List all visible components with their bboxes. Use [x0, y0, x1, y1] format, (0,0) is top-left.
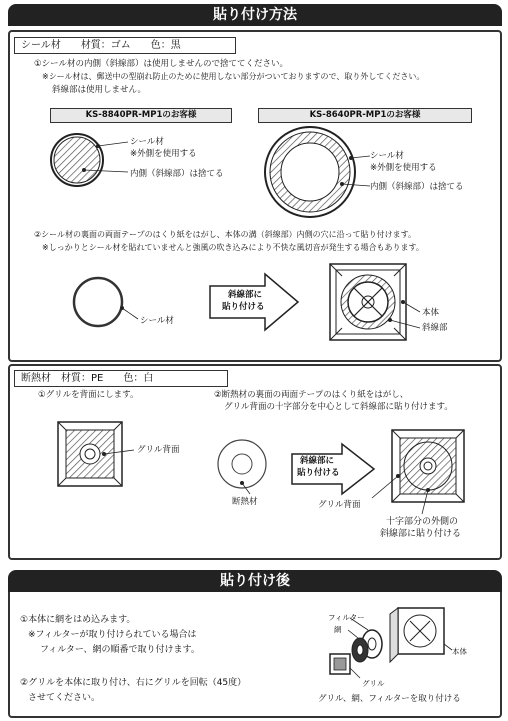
seal-note-3: 斜線部は使用しません。 — [52, 85, 147, 95]
insul-step1: ①グリルを背面にします。 — [38, 390, 139, 400]
arrow-2-line2: 貼り付ける — [297, 468, 340, 478]
title-banner-after-text: 貼り付け後 — [220, 573, 290, 589]
outer-use-label-right: ※外側を使用する — [370, 163, 437, 173]
title-banner-method — [8, 4, 502, 26]
ring-label: シール材 — [140, 316, 174, 326]
seal-ring-large-diagram — [262, 124, 482, 234]
inner-discard-label-left: 内側（斜線部）は捨てる — [130, 169, 224, 179]
arrow-1-line1: 斜線部に — [228, 290, 263, 300]
arrow-2-line1: 斜線部に — [300, 456, 335, 466]
seal-step2-line2: ※しっかりとシール材を貼れていませんと強風の吹き込みにより不快な風切音が発生する場合もあります。 — [42, 243, 424, 252]
after-line5: させてください。 — [28, 693, 101, 703]
assembly-caption: グリル、網、フィルターを取り付ける — [318, 694, 461, 704]
insulation-ring-diagram — [212, 436, 282, 496]
after-line4: ②グリルを本体に取り付け、右にグリルを回転（45度） — [20, 678, 247, 688]
seal-ring-diagram — [72, 276, 172, 336]
model-left-label: KS-8840PR-MP1のお客様 — [50, 108, 232, 123]
insulation-label: 断熱材 — [232, 497, 258, 507]
seal-label-left: シール材 — [130, 137, 164, 147]
insul-step2-line2: グリル背面の十字部分を中心として斜線部に貼り付けます。 — [224, 402, 453, 412]
cross-line2: 斜線部に貼り付ける — [380, 529, 462, 539]
model-right-label: KS-8640PR-MP1のお客様 — [258, 108, 472, 123]
body-label-after: 本体 — [452, 647, 467, 656]
hatch-label: 斜線部 — [422, 323, 448, 333]
body-label: 本体 — [422, 308, 440, 318]
seal-section-header: シール材 材質：ゴム 色：黒 — [14, 37, 236, 54]
after-line1: ①本体に網をはめ込みます。 — [20, 615, 136, 625]
grille-back-pointer — [360, 470, 440, 520]
grille-label: グリル — [362, 679, 385, 688]
title-banner-after — [8, 570, 502, 592]
seal-label-right: シール材 — [370, 151, 404, 161]
after-line3: フィルター、網の順番で取り付けます。 — [40, 645, 200, 655]
inner-discard-label-right: 内側（斜線部）は捨てる — [370, 182, 464, 192]
arrow-1-line2: 貼り付ける — [222, 302, 265, 312]
insulation-section-header: 断熱材 材質：PE 色：白 — [14, 370, 228, 387]
after-line2: ※フィルターが取り付けられている場合は — [28, 630, 197, 640]
grille-back-label-2: グリル背面 — [318, 500, 361, 510]
insul-step2-line1: ②断熱材の裏面の両面テープのはくり紙をはがし、 — [214, 390, 409, 400]
seal-step2-line1: ②シール材の裏面の両面テープのはくり紙をはがし、本体の溝（斜線部）内側の穴に沿って貼り付けます。 — [34, 230, 416, 239]
seal-note-1: ①シール材の内側（斜線部）は使用しませんので捨ててください。 — [34, 59, 288, 69]
title-banner-method-text: 貼り付け方法 — [213, 7, 297, 23]
filter-label: フィルター — [328, 613, 365, 622]
outer-use-label-left: ※外側を使用する — [130, 149, 197, 159]
grille-back-label: グリル背面 — [137, 445, 180, 455]
net-label: 網 — [334, 625, 342, 634]
seal-note-2: ※シール材は、郵送中の型崩れ防止のために使用しない部分がついておりますので、取り外してください。 — [42, 72, 425, 81]
cross-line1: 十字部分の外側の — [386, 517, 459, 527]
